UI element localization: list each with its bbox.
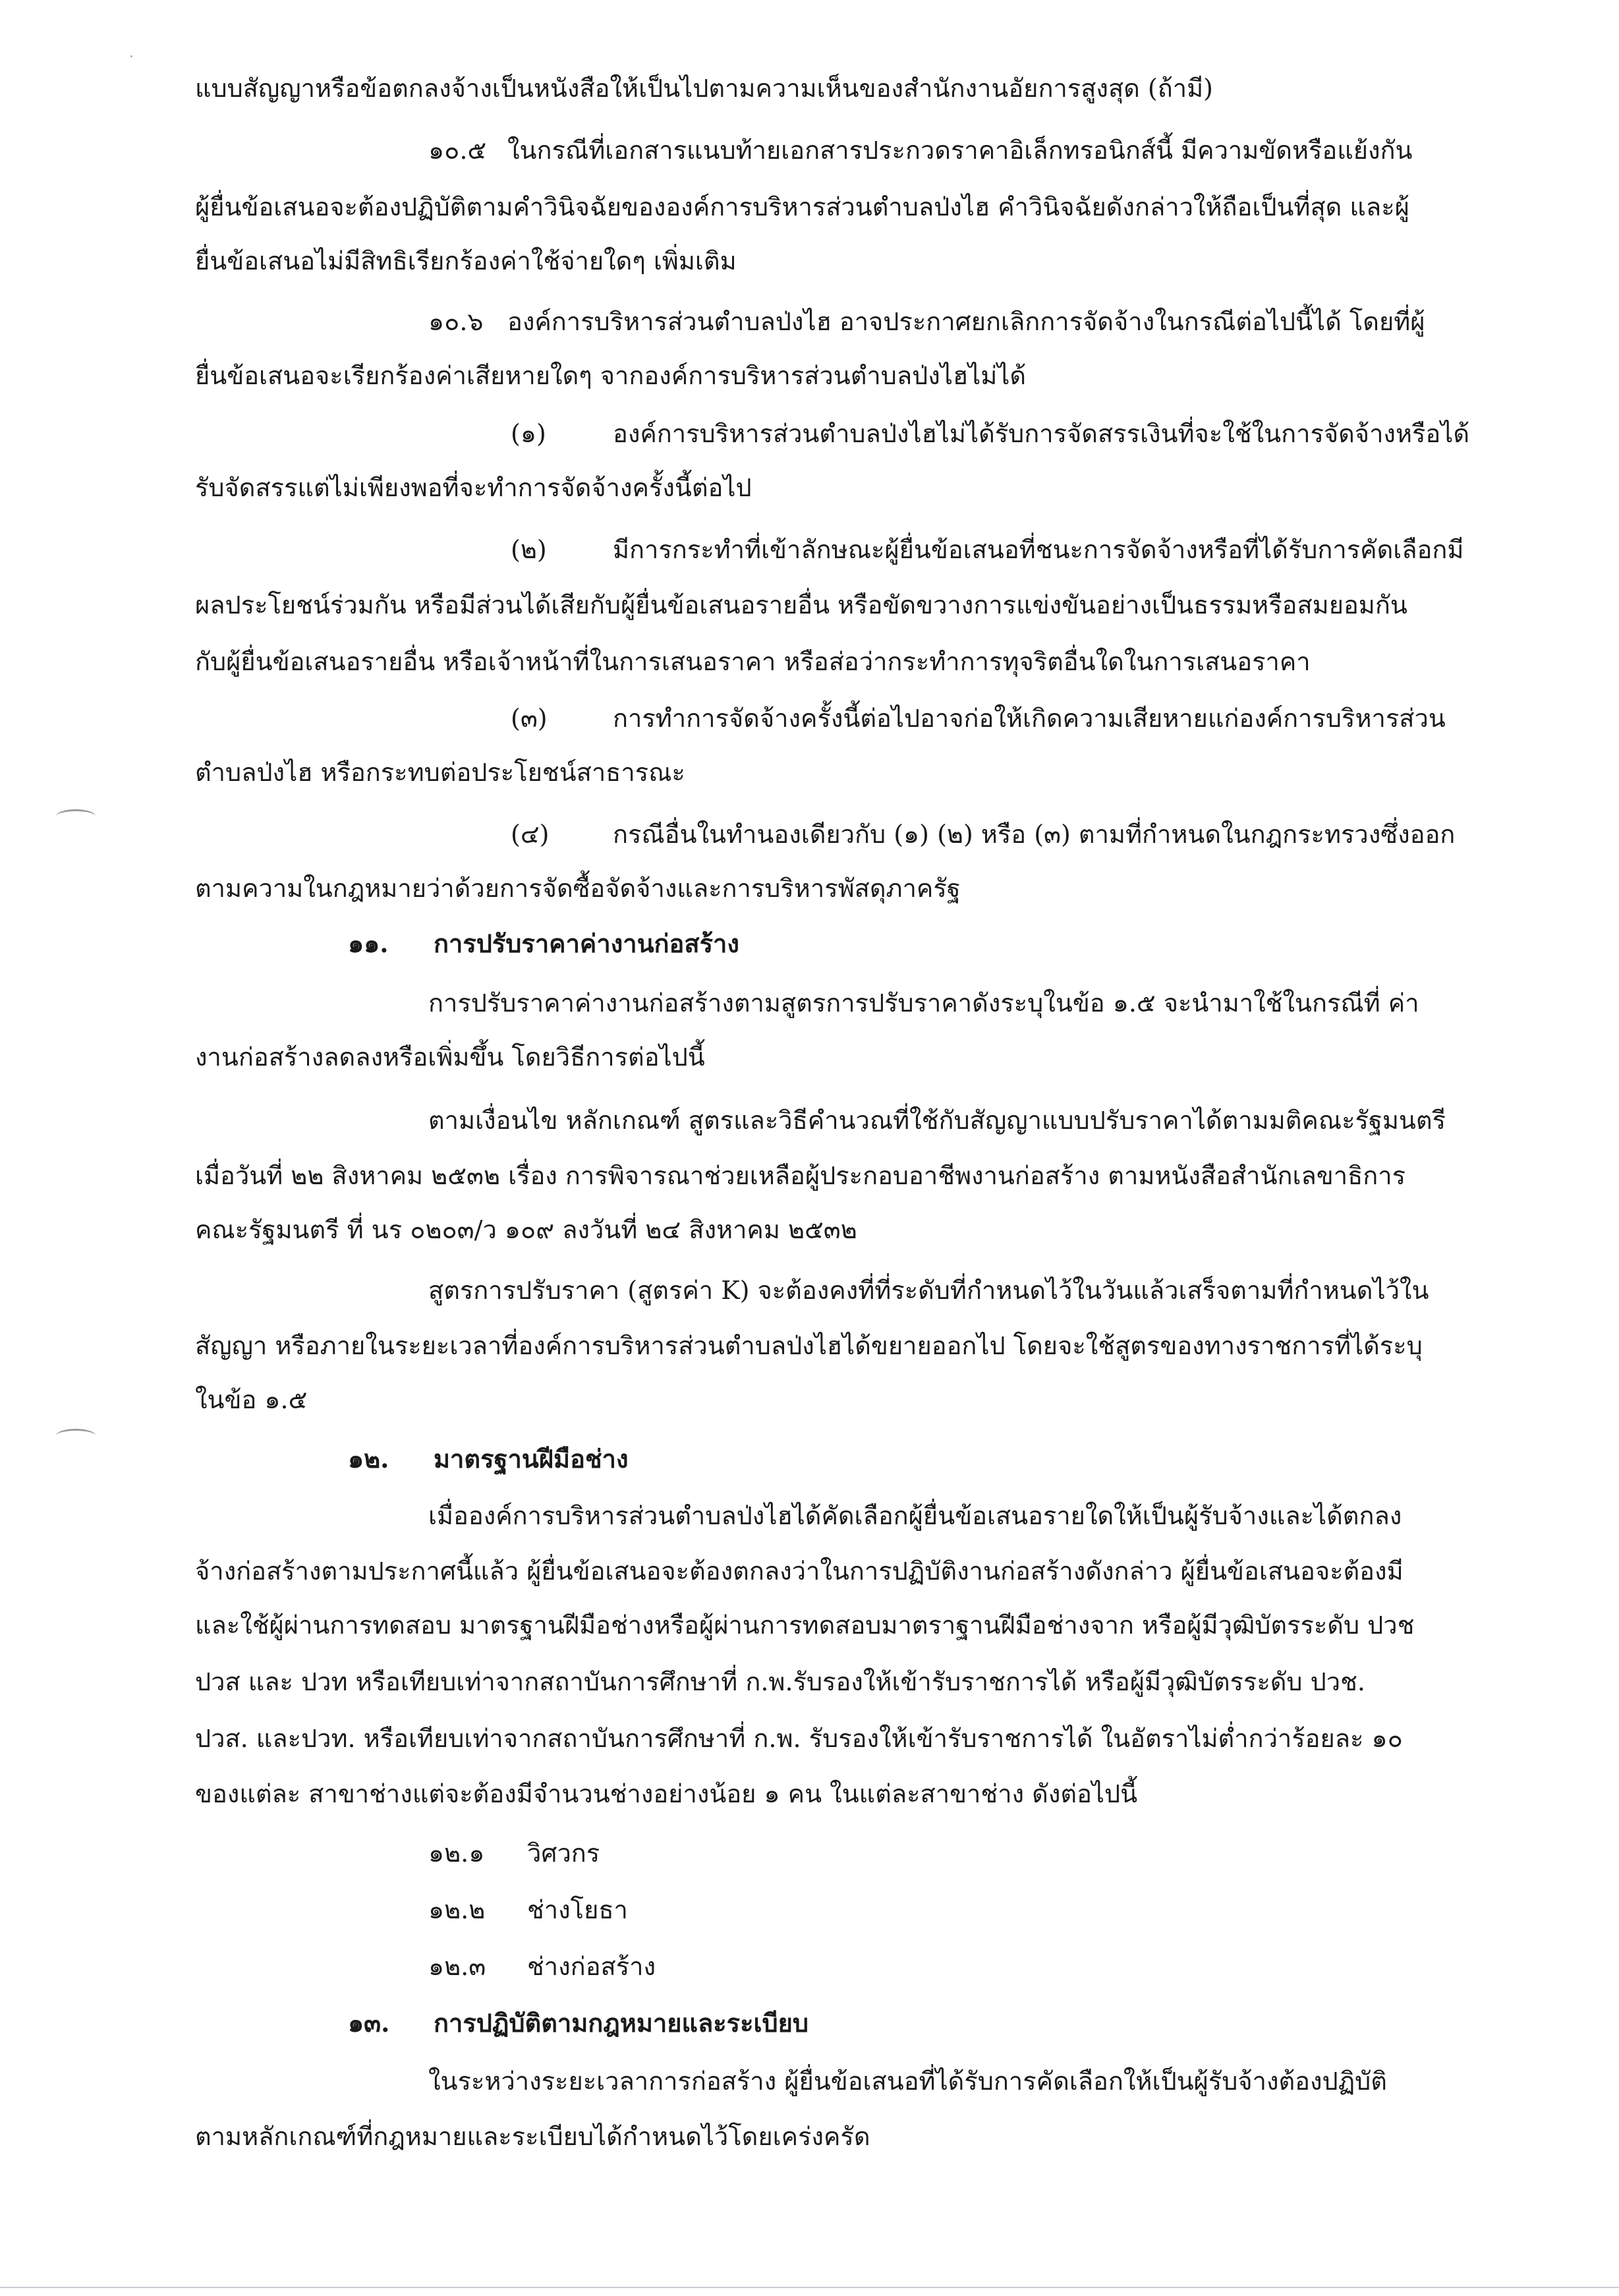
case-2-line-1: (๒) มีการกระทำที่เข้าลักษณะผู้ยื่นข้อเสนอที่ชนะการจัดจ้างหรือที่ได้รับการคัดเลือกมี <box>511 531 1473 568</box>
section-11-p3-line-2: สัญญา หรือภายในระยะเวลาที่องค์การบริหารส่วนตำบลป่งไฮได้ขยายออกไป โดยจะใช้สูตรของทางราชการที่ได้ระบุ <box>195 1331 1423 1360</box>
case-3-line-2: ตำบลป่งไฮ หรือกระทบต่อประโยชน์สาธารณะ <box>195 758 685 787</box>
section-12-title: มาตรฐานฝีมือช่าง <box>434 1444 629 1474</box>
section-11-p3-line-3: ในข้อ ๑.๕ <box>195 1385 308 1414</box>
section-11-p1-line-1: การปรับราคาค่างานก่อสร้างตามสูตรการปรับราคาดังระบุในข้อ ๑.๕ จะนำมาใช้ในกรณีที่ ค่า <box>428 989 1419 1018</box>
section-11-title: การปรับราคาค่างานก่อสร้าง <box>434 929 739 958</box>
para-10-4-tail: แบบสัญญาหรือข้อตกลงจ้างเป็นหนังสือให้เป็นไปตามความเห็นของสำนักงานอัยการสูงสุด (ถ้ามี) <box>195 74 1213 103</box>
section-12-item-1-number: ๑๒.๑ <box>428 1839 485 1868</box>
section-12-item-3-label: ช่างก่อสร้าง <box>527 1952 656 1981</box>
para-10-5-line-3: ยื่นข้อเสนอไม่มีสิทธิเรียกร้องค่าใช้จ่ายใดๆ เพิ่มเติม <box>195 246 737 275</box>
section-11-p3-line-1: สูตรการปรับราคา (สูตรค่า K) จะต้องคงที่ที่ระดับที่กำหนดไว้ในวันแล้วเสร็จตามที่กำหนดไว้ใน <box>428 1276 1429 1305</box>
section-12-line-5: ปวส. และปวท. หรือเทียบเท่าจากสถาบันการศึกษาที่ ก.พ. รับรองให้เข้ารับราชการได้ ในอัตราไม่ต่ำกว่าร้อยละ ๑๐ <box>195 1724 1403 1753</box>
punch-hole-mark-upper <box>56 809 96 823</box>
section-12-line-2: จ้างก่อสร้างตามประกาศนี้แล้ว ผู้ยื่นข้อเสนอจะต้องตกลงว่าในการปฏิบัติงานก่อสร้างดังกล่าว ผู้ยื่นข้อเสนอจะต้องมี <box>195 1557 1404 1586</box>
section-12-item-2-label: ช่างโยธา <box>527 1895 628 1924</box>
section-12-line-1: เมื่อองค์การบริหารส่วนตำบลป่งไฮได้คัดเลือกผู้ยื่นข้อเสนอรายใดให้เป็นผู้รับจ้างและได้ตกลง <box>428 1501 1402 1530</box>
case-2-line-2: ผลประโยชน์ร่วมกัน หรือมีส่วนได้เสียกับผู้ยื่นข้อเสนอรายอื่น หรือขัดขวางการแข่งขันอย่างเป็นธรรมหรือสมยอมกัน <box>195 590 1407 619</box>
case-4-line-1: (๔) กรณีอื่นในทำนองเดียวกับ (๑) (๒) หรือ (๓) ตามที่กำหนดในกฎกระทรวงซึ่งออก <box>511 816 1473 853</box>
scan-speck <box>130 55 132 57</box>
section-12-item-1-label: วิศวกร <box>527 1839 600 1868</box>
punch-hole-mark-lower <box>56 1429 96 1443</box>
para-10-5-line-1: ๑๐.๕ ในกรณีที่เอกสารแนบท้ายเอกสารประกวดราคาอิเล็กทรอนิกส์นี้ มีความขัดหรือแย้งกัน <box>428 132 1473 169</box>
section-12-item-3 <box>428 1948 1473 1985</box>
section-13-heading <box>348 2005 1402 2042</box>
case-1-number: (๑) <box>511 419 546 448</box>
section-11-p2-line-1: ตามเงื่อนไข หลักเกณฑ์ สูตรและวิธีคำนวณที่ใช้กับสัญญาแบบปรับราคาได้ตามมติคณะรัฐมนตรี <box>428 1106 1446 1135</box>
section-12-item-1 <box>428 1835 1473 1872</box>
case-2-number: (๒) <box>511 535 547 564</box>
case-1-line-1: (๑) องค์การบริหารส่วนตำบลป่งไฮไม่ได้รับการจัดสรรเงินที่จะใช้ในการจัดจ้างหรือได้ <box>511 415 1473 452</box>
para-10-6-line-2: ยื่นข้อเสนอจะเรียกร้องค่าเสียหายใดๆ จากองค์การบริหารส่วนตำบลป่งไฮไม่ได้ <box>195 361 1027 390</box>
section-13-line-2: ตามหลักเกณฑ์ที่กฎหมายและระเบียบได้กำหนดไว้โดยเคร่งครัด <box>195 2122 870 2151</box>
section-12-line-3: และใช้ผู้ผ่านการทดสอบ มาตรฐานฝีมือช่างหรือผู้ผ่านการทดสอบมาตราฐานฝีมือช่างจาก หรือผู้มีวุฒิบัตรระดับ ปวช <box>195 1611 1415 1640</box>
section-12-item-2-number: ๑๒.๒ <box>428 1895 486 1924</box>
para-10-5-number: ๑๐.๕ <box>428 136 487 165</box>
page-bottom-edge <box>0 2287 1619 2288</box>
section-11-p2-line-3: คณะรัฐมนตรี ที่ นร ๐๒๐๓/ว ๑๐๙ ลงวันที่ ๒๔ สิงหาคม ๒๕๓๒ <box>195 1215 857 1244</box>
section-11-p2-line-2: เมื่อวันที่ ๒๒ สิงหาคม ๒๕๓๒ เรื่อง การพิจารณาช่วยเหลือผู้ประกอบอาชีพงานก่อสร้าง ตามหนังสือสำนักเลขาธิการ <box>195 1161 1406 1190</box>
para-10-5-line-2: ผู้ยื่นข้อเสนอจะต้องปฏิบัติตามคำวินิจฉัยขององค์การบริหารส่วนตำบลป่งไฮ คำวินิจฉัยดังกล่าวให้ถือเป็นที่สุด และผู้ <box>195 192 1409 221</box>
section-12-item-3-number: ๑๒.๓ <box>428 1952 486 1981</box>
section-11-heading <box>348 925 1402 962</box>
section-12-heading <box>348 1441 1402 1478</box>
section-13-number: ๑๓. <box>348 2008 390 2038</box>
section-12-line-6: ของแต่ละ สาขาช่างแต่จะต้องมีจำนวนช่างอย่างน้อย ๑ คน ในแต่ละสาขาช่าง ดังต่อไปนี้ <box>195 1779 1138 1808</box>
case-1-line-2: รับจัดสรรแต่ไม่เพียงพอที่จะทำการจัดจ้างครั้งนี้ต่อไป <box>195 473 752 502</box>
section-12-number: ๑๒. <box>348 1444 389 1474</box>
para-10-6-line-1: ๑๐.๖ องค์การบริหารส่วนตำบลป่งไฮ อาจประกาศยกเลิกการจัดจ้างในกรณีต่อไปนี้ได้ โดยที่ผู้ <box>428 303 1473 340</box>
para-10-6-number: ๑๐.๖ <box>428 307 484 336</box>
section-13-line-1: ในระหว่างระยะเวลาการก่อสร้าง ผู้ยื่นข้อเสนอที่ได้รับการคัดเลือกให้เป็นผู้รับจ้างต้องปฏิบัติ <box>428 2067 1387 2096</box>
section-12-line-4: ปวส และ ปวท หรือเทียบเท่าจากสถาบันการศึกษาที่ ก.พ.รับรองให้เข้ารับราชการได้ หรือผู้มีวุฒิบัตรระดับ ปวช. <box>195 1667 1365 1696</box>
section-11-number: ๑๑. <box>348 929 389 958</box>
case-4-number: (๔) <box>511 820 550 849</box>
case-3-line-1: (๓) การทำการจัดจ้างครั้งนี้ต่อไปอาจก่อให้เกิดความเสียหายแก่องค์การบริหารส่วน <box>511 700 1473 737</box>
section-11-p1-line-2: งานก่อสร้างลดลงหรือเพิ่มขึ้น โดยวิธีการต่อไปนี้ <box>195 1043 705 1072</box>
case-4-line-2: ตามความในกฎหมายว่าด้วยการจัดซื้อจัดจ้างและการบริหารพัสดุภาครัฐ <box>195 874 961 903</box>
case-3-number: (๓) <box>511 704 548 733</box>
section-12-item-2 <box>428 1891 1473 1928</box>
section-13-title: การปฏิบัติตามกฎหมายและระเบียบ <box>434 2008 809 2038</box>
case-2-line-3: กับผู้ยื่นข้อเสนอรายอื่น หรือเจ้าหน้าที่ในการเสนอราคา หรือส่อว่ากระทำการทุจริตอื่นใดในการเสนอราคา <box>195 647 1311 676</box>
